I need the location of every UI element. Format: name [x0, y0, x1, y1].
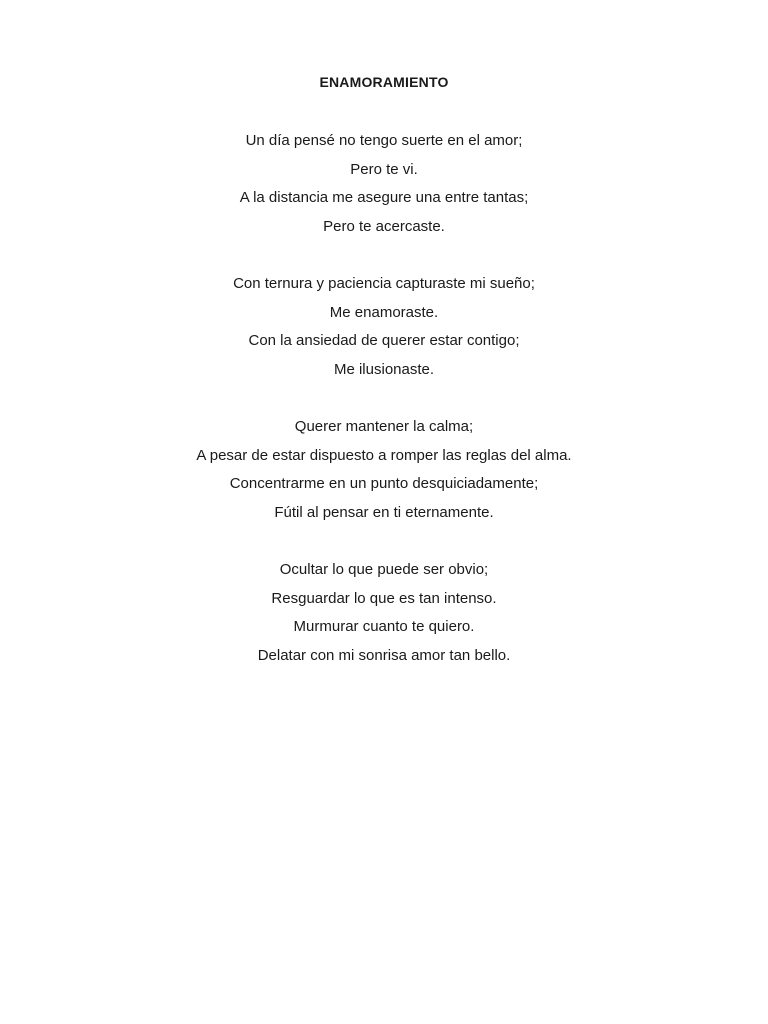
poem-line: Un día pensé no tengo suerte en el amor;	[245, 132, 523, 149]
poem-line: Concentrarme en un punto desquiciadamente;	[229, 475, 539, 492]
poem-line: Con la ansiedad de querer estar contigo;	[248, 332, 520, 349]
poem-line: Querer mantener la calma;	[294, 418, 474, 435]
poem-line: Murmurar cuanto te quiero.	[293, 618, 475, 635]
stanza-2	[0, 270, 768, 384]
poem-line: Me enamoraste.	[329, 303, 439, 321]
poem-body	[0, 127, 768, 699]
poem-line: Fútil al pensar en ti eternamente.	[274, 503, 494, 521]
poem-line: Resguardar lo que es tan intenso.	[271, 589, 497, 607]
stanza-3	[0, 413, 768, 527]
poem-line: A pesar de estar dispuesto a romper las reglas del alma.	[196, 446, 572, 464]
poem-line: Ocultar lo que puede ser obvio;	[279, 561, 489, 578]
poem-line: Delatar con mi sonrisa amor tan bello.	[257, 646, 511, 664]
poem-line: Me ilusionaste.	[333, 360, 435, 378]
stanza-1	[0, 127, 768, 241]
poem-line: Pero te vi.	[350, 160, 418, 178]
poem-line: Con ternura y paciencia capturaste mi sueño;	[233, 275, 535, 292]
poem-line: A la distancia me asegure una entre tantas;	[239, 189, 529, 206]
poem-title: ENAMORAMIENTO	[319, 74, 449, 90]
stanza-4	[0, 556, 768, 670]
poem-line: Pero te acercaste.	[323, 217, 445, 235]
